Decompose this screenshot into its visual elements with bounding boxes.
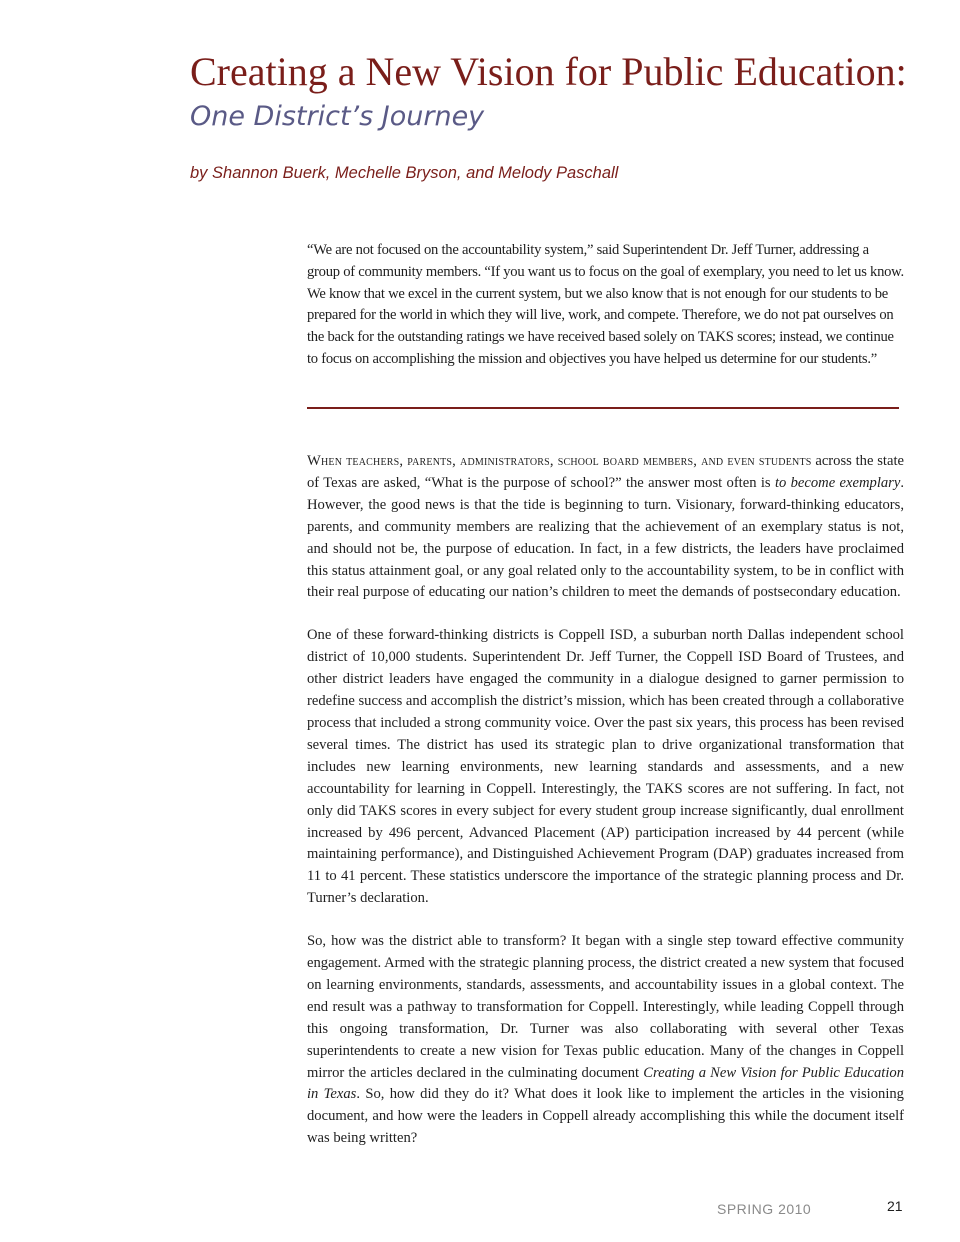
body-paragraph-3-text-b: . So, how did they do it? What does it look like to implement the articles in the visioning document, and how were the leaders in Coppell already accomplishing this while the document itself was being written? [307,1086,904,1147]
document-title-italic: Creating a New Vision for Public Education in Texas [307,1064,904,1103]
body-paragraph-1 [307,451,904,604]
body-paragraph-1-text-a: across the state of Texas are asked, “What is the purpose of school?” the answer most often is [307,453,904,491]
body-paragraph-1-text-b: . However, the good news is that the tide is beginning to turn. Visionary, forward-thinking educators, parents, and community members are realizing that the achievement of an exemplary status is not, and should not be, the purpose of education. In fact, in a few districts, the leaders have proclaimed this status attainment goal, or any goal related only to the accountability system, to be in conflict with their real purpose of educating our nation’s children to meet the demands of postsecondary education. [307,474,904,601]
article-byline: by Shannon Buerk, Mechelle Bryson, and Melody Paschall [190,164,619,182]
article-body [307,451,904,1171]
body-paragraph-3-text-a: So, how was the district able to transform? It began with a single step toward effective community engagement. Armed with the strategic planning process, the district created a new system that focused on learning environments, standards, assessments, and accountability issues in a global context. The end result was a pathway to transformation for Coppell. Interestingly, while leading Coppell through this ongoing transformation, Dr. Turner was also collaborating with several other Texas superintendents to create a new vision for Texas public education. Many of the changes in Coppell mirror the articles declared in the culminating document [307,933,904,1081]
body-paragraph-3 [307,931,904,1150]
emphasis-phrase: to become exemplary [774,474,901,491]
pull-quote: “We are not focused on the accountability system,” said Superintendent Dr. Jeff Turner, addressing a group of community members. “If you want us to focus on the goal of exemplary, you need to let us know. We know that we excel in the current system, but we also know that is not enough for our students to be prepared for the world in which they will live, work, and compete. Therefore, we do not pat ourselves on the back for the outstanding ratings we have received based solely on TAKS scores; instead, we continue to focus on accomplishing the mission and objectives you have helped us determine for our students.” [307,242,904,367]
article-title: Creating a New Vision for Public Education: [190,49,907,94]
page-number: 21 [887,1198,903,1214]
lead-in-smallcaps: When teachers, parents, administrators, school board members, and even students [307,453,812,469]
body-paragraph-2: One of these forward-thinking districts is Coppell ISD, a suburban north Dallas independent school district of 10,000 students. Superintendent Dr. Jeff Turner, the Coppell ISD Board of Trustees, and other district leaders have engaged the community in a dialogue designed to garner permission to redefine success and accomplish the district’s mission, which has been created through a collaborative process that included a strong community voice. Over the past six years, this process has been revised several times. The district has used its strategic plan to drive organizational transformation that includes new learning environments, new learning standards and assessments, and a new accountability for learning in Coppell. Interestingly, the TAKS scores are not suffering. In fact, not only did TAKS scores in every subject for every student group increase significantly, dual enrollment increased by 496 percent, Advanced Placement (AP) participation increased by 44 percent (while maintaining performance), and Distinguished Achievement Program (DAP) graduates increased from 11 to 41 percent. These statistics underscore the importance of the strategic planning process and Dr. Turner’s declaration. [307,627,904,907]
article-subtitle: One District’s Journey [190,101,485,132]
pull-quote-divider [307,407,899,409]
footer-issue-label: SPRING 2010 [717,1201,812,1217]
